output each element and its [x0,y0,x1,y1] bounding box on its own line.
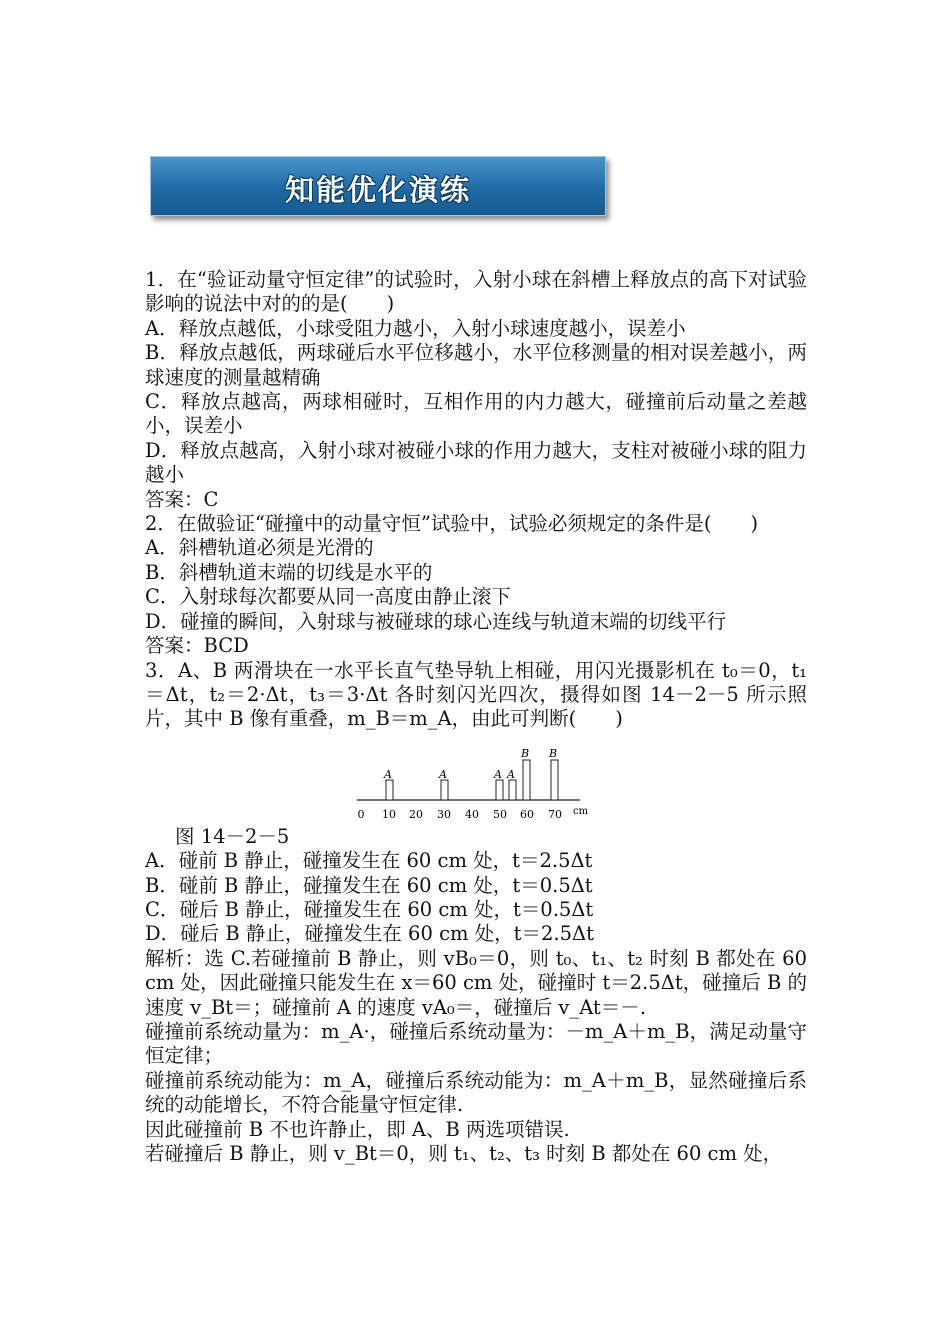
block-label-a4: A [507,767,515,781]
analysis-paragraph: 碰撞前系统动量为：m_A·，碰撞后系统动量为：－m_A＋m_B，满足动量守恒定律； [145,1019,807,1068]
block-label-b2: B [549,746,558,760]
tick-label: 40 [465,807,479,821]
block-label-a1: A [384,767,392,781]
q1-option-c: C．释放点越高，两球相碰时，互相作用的内力越大，碰撞前后动量之差越小，误差小 [145,390,807,438]
track-diagram [355,732,615,825]
block-label-a3: A [494,767,502,781]
tick-label: 0 [357,807,365,821]
block-label-b1: B [521,746,530,760]
tick-label: 30 [437,807,451,821]
tick-label: 50 [493,807,507,821]
q2-option-c: C．入射球每次都要从同一高度由静止滚下 [145,585,511,609]
q2-stem: 2．在做验证“碰撞中的动量守恒”试验中，试验必须规定的条件是( ) [145,512,759,536]
q1-answer: 答案：C [145,487,219,511]
block-b1 [523,760,530,800]
q3-option-d: D．碰后 B 静止，碰撞发生在 60 cm 处，t＝2.5Δt [145,922,594,946]
figure-caption: 图 14－2－5 [175,824,290,848]
analysis-paragraph: 解析：选 C.若碰撞前 B 静止，则 vB₀＝0，则 t₀、t₁、t₂ 时刻 B 都处在 60 cm 处，因此碰撞只能发生在 x＝60 cm 处，碰撞时 t＝2.5Δt，碰撞后 B 的速度 v_Bt＝；碰撞前 A 的速度 vA₀＝，碰撞后 v_At＝－. [145,946,807,1019]
q2-option-d: D．碰撞的瞬间，入射球与被碰球的球心连线与轨道末端的切线平行 [145,609,727,633]
q1-stem: 1．在“验证动量守恒定律”的试验时，入射小球在斜槽上释放点的高下对试验影响的说法中对的的是( ) [145,268,807,316]
tick-label: 10 [382,807,396,821]
analysis-paragraph: 若碰撞后 B 静止，则 v_Bt＝0，则 t₁、t₂、t₃ 时刻 B 都处在 60 cm 处， [145,1142,783,1165]
block-a4 [509,780,516,800]
q1-option-d: D．释放点越高，入射小球对被碰小球的作用力越大，支柱对被碰小球的阻力越小 [145,438,807,487]
analysis-paragraph: 碰撞前系统动能为：m_A，碰撞后系统动能为：m_A＋m_B，显然碰撞后系统的动能增长，不符合能量守恒定律. [145,1068,807,1117]
tick-label: 70 [548,807,562,821]
block-a1 [386,780,393,800]
q3-option-a: A．碰前 B 静止，碰撞发生在 60 cm 处，t＝2.5Δt [145,849,593,873]
q3-option-b: B．碰前 B 静止，碰撞发生在 60 cm 处，t＝0.5Δt [145,873,593,897]
analysis-paragraph: 因此碰撞前 B 不也许静止，即 A、B 两选项错误. [145,1117,570,1141]
q1-option-a: A．释放点越低，小球受阻力越小，入射小球速度越小，误差小 [145,316,686,340]
block-a3 [496,780,503,800]
q3-stem: 3．A、B 两滑块在一水平长直气垫导轨上相碰，用闪光摄影机在 t₀＝0，t₁＝Δt，t₂＝2·Δt，t₃＝3·Δt 各时刻闪光四次，摄得如图 14－2－5 所示照片，其中 B 像有重叠，m_B＝m_A，由此可判断( ) [145,658,807,731]
q2-answer: 答案：BCD [145,634,249,658]
block-a2 [441,780,448,800]
document-body [145,268,807,1166]
q2-option-a: A．斜槽轨道必须是光滑的 [145,536,374,560]
q1-option-b: B．释放点越低，两球碰后水平位移越小，水平位移测量的相对误差越小，两球速度的测量越精确 [145,341,807,389]
q2-option-b: B．斜槽轨道末端的切线是水平的 [145,560,433,584]
flash-photo-figure [145,732,807,825]
tick-label: 60 [520,807,534,821]
tick-label: 20 [409,807,423,821]
block-label-a2: A [439,767,447,781]
banner-title: 知能优化演练 [284,173,471,207]
section-banner [150,156,606,216]
q3-option-c: C．碰后 B 静止，碰撞发生在 60 cm 处，t＝0.5Δt [145,897,594,921]
unit-label: cm [573,805,589,817]
block-b2 [551,760,558,800]
